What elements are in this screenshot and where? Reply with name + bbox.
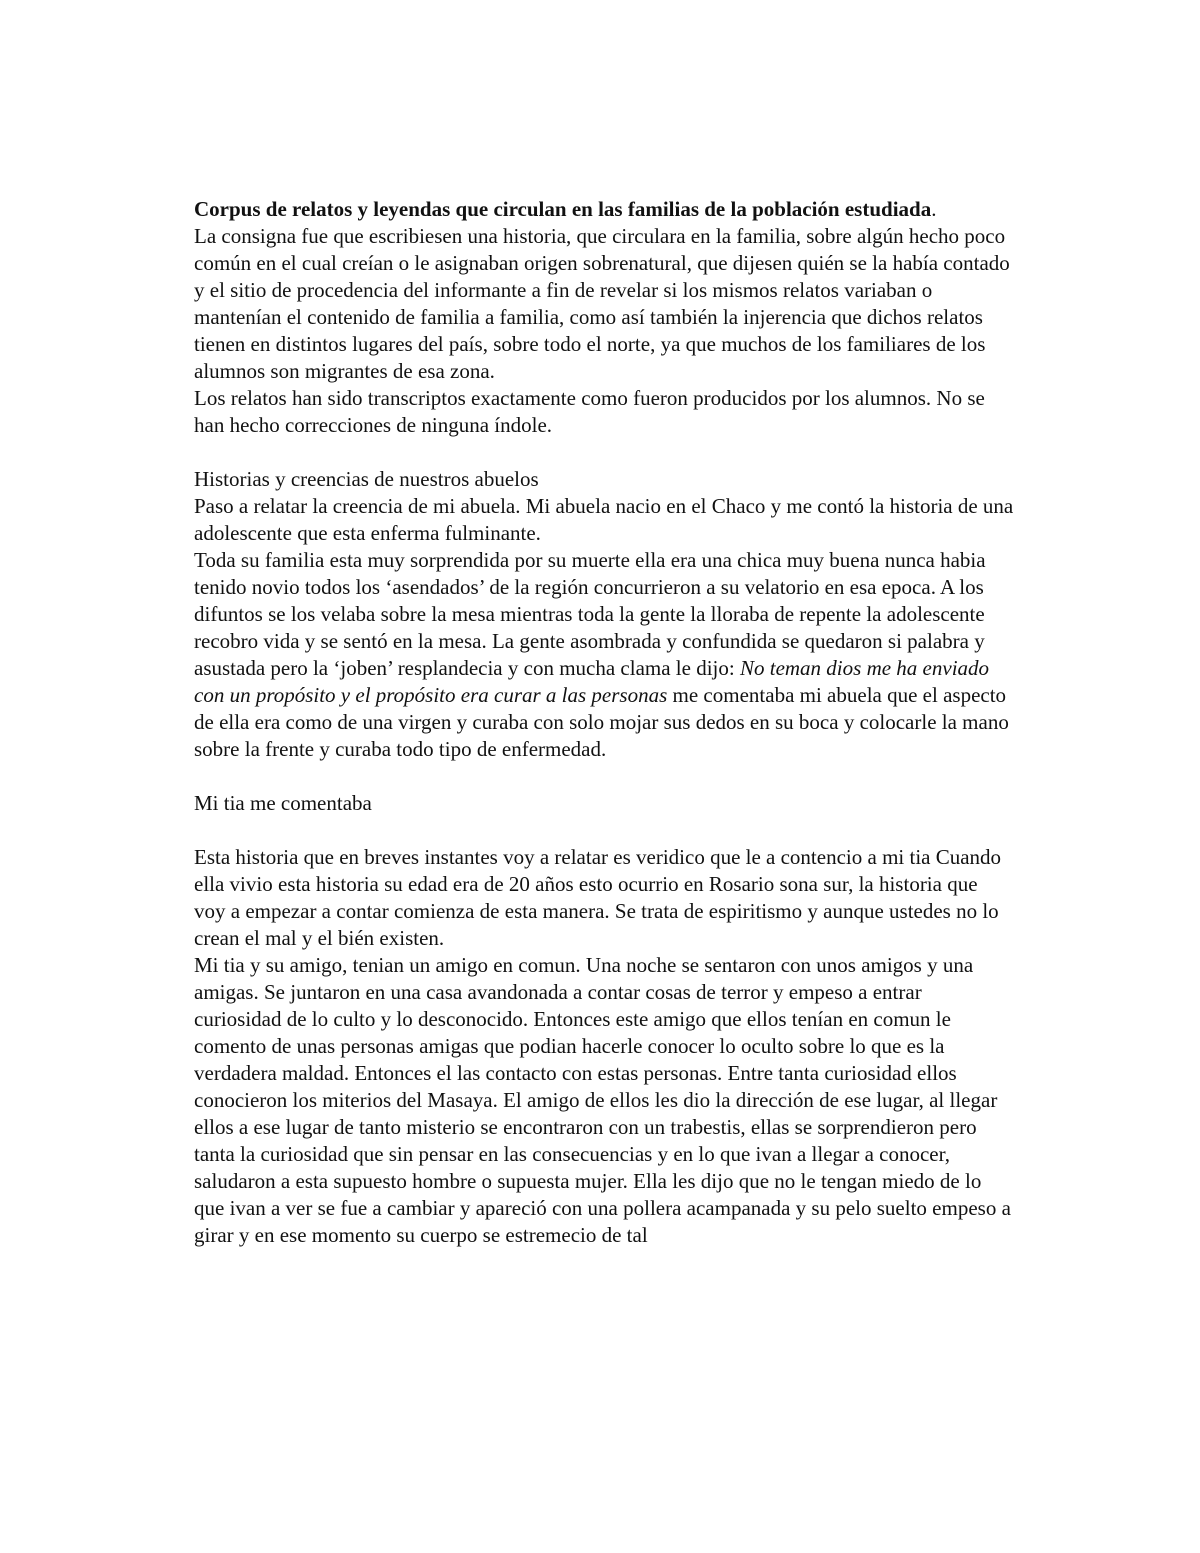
story2-paragraph-2: Mi tia y su amigo, tenian un amigo en comun. Una noche se sentaron con unos amigos y una amigas. Se juntaron en una casa avandonada a contar cosas de terror y empeso a entrar curiosidad de lo culto y lo desconocido. Entonces este amigo que ellos tenían en comun le comento de unas personas amigas que podian hacerle conocer lo oculto sobre lo que es la verdadera maldad. Entonces el las contacto con estas personas. Entre tanta curiosidad ellos conocieron los miterios del Masaya. El amigo de ellos les dio la dirección de ese lugar, al llegar ellos a ese lugar de tanto misterio se encontraron con un trabestis, ellas se sorprendieron pero tanta la curiosidad que sin pensar en las consecuencias y en lo que ivan a llegar a conocer, saludaron a esta supuesto hombre o supuesta mujer. Ella les dijo que no le tengan miedo de lo que ivan a ver se fue a cambiar y apareció con una pollera acampanada y su pelo suelto empeso a girar y en ese momento su cuerpo se estremecio de tal	[194, 953, 1011, 1247]
blank-line	[194, 763, 1014, 790]
story2-heading: Mi tia me comentaba	[194, 791, 372, 815]
blank-line	[194, 817, 1014, 844]
document-body	[194, 196, 1014, 1249]
intro-paragraph-consigna: La consigna fue que escribiesen una historia, que circulara en la familia, sobre algún hecho poco común en el cual creían o le asignaban origen sobrenatural, que dijesen quién se la había contado y el sitio de procedencia del informante a fin de revelar si los mismos relatos variaban o mantenían el contenido de familia a familia, como así también la injerencia que dichos relatos tienen en distintos lugares del país, sobre todo el norte, ya que muchos de los familiares de los alumnos son migrantes de esa zona.	[194, 224, 1010, 383]
story1-text-before-quote: Toda su familia esta muy sorprendida por su muerte ella era una chica muy buena nunca habia tenido novio todos los ‘asendados’ de la región concurrieron a su velatorio en esa epoca. A los difuntos se los velaba sobre la mesa mientras toda la gente la lloraba de repente la adolescente recobro vida y se sentó en la mesa. La gente asombrada y confundida se quedaron si palabra y asustada pero la ‘joben’ resplandecia y con mucha clama le dijo:	[194, 548, 986, 680]
intro-paragraph-transcription-note: Los relatos han sido transcriptos exactamente como fueron producidos por los alumnos. No se han hecho correcciones de ninguna índole.	[194, 386, 985, 437]
story1-paragraph-1: Paso a relatar la creencia de mi abuela. Mi abuela nacio en el Chaco y me contó la historia de una adolescente que esta enferma fulminante.	[194, 494, 1014, 545]
story1-italic-quote: No teman dios me ha enviado con un propósito y el propósito era curar a las personas	[194, 656, 990, 707]
title-period: .	[931, 197, 937, 221]
story1-text-after-quote: me comentaba mi abuela que el aspecto de ella era como de una virgen y curaba con solo mojar sus dedos en su boca y colocarle la mano sobre la frente y curaba todo tipo de enfermedad.	[194, 683, 1009, 761]
story1-paragraph-2	[194, 547, 1014, 763]
story1-heading: Historias y creencias de nuestros abuelos	[194, 467, 539, 491]
story2-paragraph-1: Esta historia que en breves instantes voy a relatar es veridico que le a contencio a mi tia Cuando ella vivio esta historia su edad era de 20 años esto ocurrio en Rosario sona sur, la historia que voy a empezar a contar comienza de esta manera. Se trata de espiritismo y aunque ustedes no lo crean el mal y el bién existen.	[194, 845, 1002, 950]
document-title	[194, 196, 1014, 223]
blank-line	[194, 439, 1014, 466]
title-text: Corpus de relatos y leyendas que circulan en las familias de la población estudiada	[194, 197, 932, 221]
